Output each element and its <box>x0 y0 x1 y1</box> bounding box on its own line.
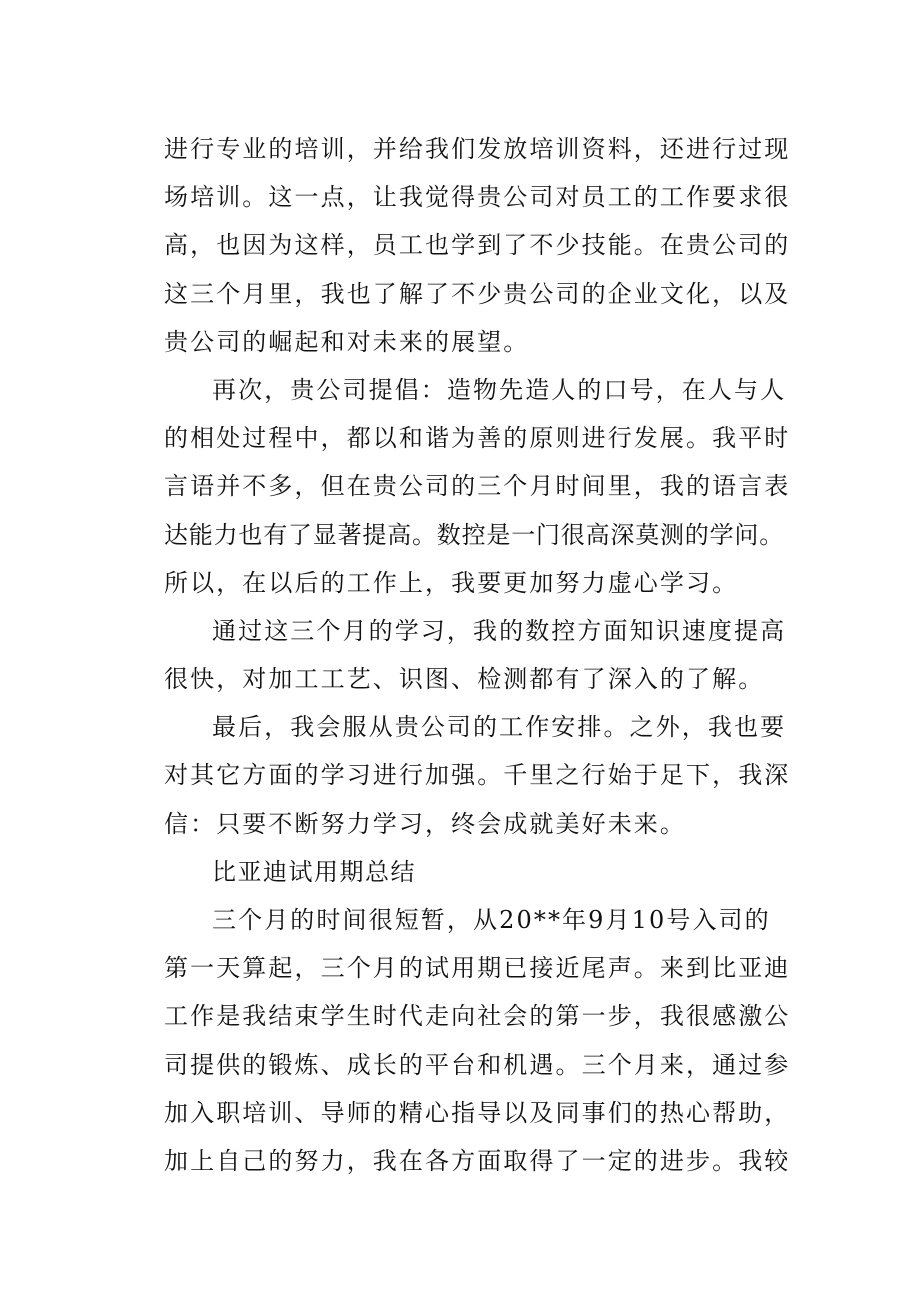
text-line: 信：只要不断努力学习，终会成就美好未来。 <box>164 809 686 838</box>
text-line: 工作是我结束学生时代走向社会的第一步，我很感激公 <box>164 1002 791 1031</box>
paragraph-start-line: 再次，贵公司提倡：造物先造人的口号，在人与人 <box>212 375 787 404</box>
text-line: 场培训。这一点，让我觉得贵公司对员工的工作要求很 <box>164 183 791 212</box>
paragraph-start-line: 三个月的时间很短暂，从20**年9月10号入司的 <box>212 906 771 934</box>
paragraph-start-line: 最后，我会服从贵公司的工作安排。之外，我也要 <box>212 713 787 742</box>
text-line: 很快，对加工工艺、识图、检测都有了深入的了解。 <box>164 665 765 694</box>
text-line: 司提供的锻炼、成长的平台和机遇。三个月来，通过参 <box>164 1050 791 1079</box>
text-line: 加入职培训、导师的精心指导以及同事们的热心帮助， <box>164 1098 791 1127</box>
text-line: 言语并不多，但在贵公司的三个月时间里，我的语言表 <box>164 472 791 501</box>
text-line: 所以，在以后的工作上，我要更加努力虚心学习。 <box>164 568 739 597</box>
text-line: 高，也因为这样，员工也学到了不少技能。在贵公司的 <box>164 231 791 260</box>
text-line: 的相处过程中，都以和谐为善的原则进行发展。我平时 <box>164 424 791 453</box>
text-line: 进行专业的培训，并给我们发放培训资料，还进行过现 <box>164 135 791 163</box>
document-body <box>164 125 791 1185</box>
text-line: 贵公司的崛起和对未来的展望。 <box>164 327 530 356</box>
paragraph-start-line: 通过这三个月的学习，我的数控方面知识速度提高 <box>212 616 787 645</box>
section-heading: 比亚迪试用期总结 <box>212 857 416 886</box>
text-line: 加上自己的努力，我在各方面取得了一定的进步。我较 <box>164 1146 791 1175</box>
text-line: 达能力也有了显著提高。数控是一门很高深莫测的学问。 <box>164 520 784 549</box>
text-line: 这三个月里，我也了解了不少贵公司的企业文化，以及 <box>164 279 791 308</box>
text-line: 第一天算起，三个月的试用期已接近尾声。来到比亚迪 <box>164 954 791 983</box>
text-line: 对其它方面的学习进行加强。千里之行始于足下，我深 <box>164 761 791 790</box>
